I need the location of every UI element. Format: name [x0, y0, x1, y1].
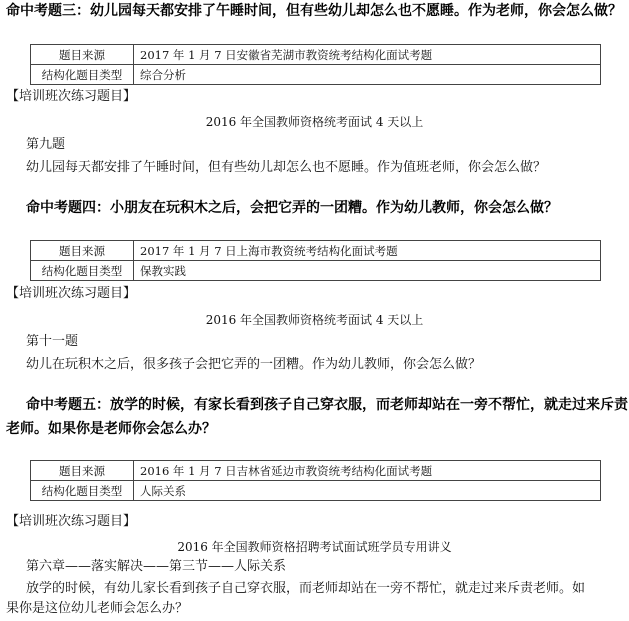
source-table	[30, 44, 601, 85]
source-label: 题目来源	[31, 461, 134, 481]
type-value: 保教实践	[134, 261, 601, 281]
question-text: 放学的时候，有幼儿家长看到孩子自己穿衣服，而老师却站在一旁不帮忙，就走过来斥责老师。如	[26, 581, 586, 596]
source-value: 2017 年 1 月 7 日安徽省芜湖市教资统考结构化面试考题	[134, 45, 601, 65]
section-heading: 命中考题四：小朋友在玩积木之后，会把它弄的一团糟。作为幼儿教师，你会怎么做？	[26, 200, 558, 216]
type-label: 结构化题目类型	[31, 65, 134, 85]
practice-label: 【培训班次练习题目】	[6, 286, 137, 301]
source-table	[30, 240, 601, 281]
section-heading-continued: 老师。如果你是老师你会怎么办？	[6, 421, 216, 437]
question-text-continued: 果你是这位幼儿老师会怎么办？	[6, 601, 189, 616]
practice-label: 【培训班次练习题目】	[6, 89, 137, 104]
type-label: 结构化题目类型	[31, 481, 134, 501]
table-row	[31, 65, 601, 85]
source-value: 2016 年 1 月 7 日吉林省延边市教资统考结构化面试考题	[134, 461, 601, 481]
source-label: 题目来源	[31, 45, 134, 65]
table-row	[31, 481, 601, 501]
exam-title: 2016 年全国教师资格招聘考试面试班学员专用讲义	[177, 540, 452, 554]
section-heading: 命中考题五：放学的时候，有家长看到孩子自己穿衣服，而老师却站在一旁不帮忙，就走过来斥责	[26, 397, 628, 413]
type-value: 人际关系	[134, 481, 601, 501]
table-row	[31, 461, 601, 481]
question-text: 幼儿园每天都安排了午睡时间，但有些幼儿却怎么也不愿睡。作为值班老师，你会怎么做？	[26, 160, 547, 175]
section-heading: 命中考题三：幼儿园每天都安排了午睡时间，但有些幼儿却怎么也不愿睡。作为老师，你会怎么做？	[6, 3, 622, 19]
table-row	[31, 45, 601, 65]
question-text: 幼儿在玩积木之后，很多孩子会把它弄的一团糟。作为幼儿教师，你会怎么做？	[26, 357, 482, 372]
exam-title: 2016 年全国教师资格统考面试 4 天以上	[205, 313, 424, 327]
type-label: 结构化题目类型	[31, 261, 134, 281]
type-value: 综合分析	[134, 65, 601, 85]
source-label: 题目来源	[31, 241, 134, 261]
source-table	[30, 460, 601, 501]
exam-title: 2016 年全国教师资格统考面试 4 天以上	[205, 115, 424, 129]
table-row	[31, 241, 601, 261]
item-number: 第十一题	[26, 334, 79, 349]
practice-label: 【培训班次练习题目】	[6, 514, 137, 529]
item-number: 第九题	[26, 137, 66, 152]
source-value: 2017 年 1 月 7 日上海市教资统考结构化面试考题	[134, 241, 601, 261]
table-row	[31, 261, 601, 281]
chapter-label: 第六章——落实解决——第三节——人际关系	[26, 559, 287, 574]
